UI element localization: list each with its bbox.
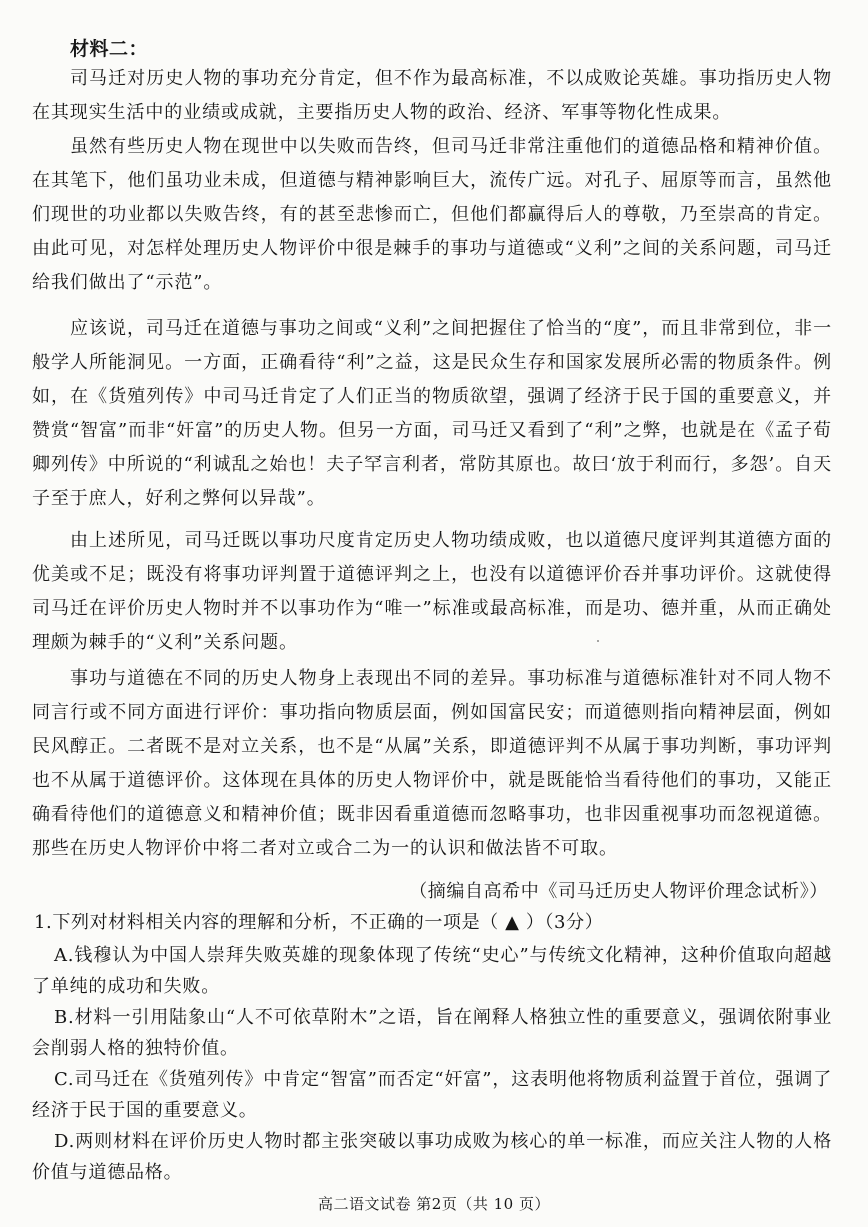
- scan-speck: [597, 640, 599, 642]
- question-stem: 1.下列对材料相关内容的理解和分析，不正确的一项是（ ▲ ）（3分）: [34, 912, 604, 933]
- material-source-citation: （摘编自高希中《司马迁历史人物评价理念试析》）: [409, 881, 828, 902]
- question-option-a: A.钱穆认为中国人崇拜失败英雄的现象体现了传统“史心”与传统文化精神，这种价值取向超越了单纯的成功和失败。: [32, 945, 832, 997]
- material-heading: 材料二：: [70, 38, 149, 60]
- material-paragraph-3: 应该说，司马迁在道德与事功之间或“义利”之间把握住了恰当的“度”，而且非常到位，非一般学人所能洞见。一方面，正确看待“利”之益，这是民众生存和国家发展所必需的物质条件。例如，在《货殖列传》中司马迁肯定了人们正当的物质欲望，强调了经济于民于国的重要意义，并赞赏“智富”而非“奸富”的历史人物。但另一方面，司马迁又看到了“利”之弊，也就是在《孟子荀卿列传》中所说的“利诚乱之始也！夫子罕言利者，常防其原也。故曰‘放于利而行，多怨’。自天子至于庶人，好利之弊何以异哉”。: [32, 318, 832, 509]
- material-paragraph-5: 事功与道德在不同的历史人物身上表现出不同的差异。事功标准与道德标准针对不同人物不同言行或不同方面进行评价：事功指向物质层面，例如国富民安；而道德则指向精神层面，例如民风醇正。二者既不是对立关系，也不是“从属”关系，即道德评判不从属于事功判断，事功评判也不从属于道德评价。这体现在具体的历史人物评价中，就是既能恰当看待他们的事功，又能正确看待他们的道德意义和精神价值；既非因看重道德而忽略事功，也非因重视事功而忽视道德。那些在历史人物评价中将二者对立或合二为一的认识和做法皆不可取。: [32, 668, 832, 859]
- material-paragraph-2: 虽然有些历史人物在现世中以失败而告终，但司马迁非常注重他们的道德品格和精神价值。在其笔下，他们虽功业未成，但道德与精神影响巨大，流传广远。对孔子、屈原等而言，虽然他们现世的功业都以失败告终，有的甚至悲惨而亡，但他们都赢得后人的尊敬，乃至崇高的肯定。由此可见，对怎样处理历史人物评价中很是棘手的事功与道德或“义利”之间的关系问题，司马迁给我们做出了“示范”。: [32, 136, 832, 293]
- page-footer: 高二语文试卷 第2页（共 10 页）: [318, 1195, 550, 1213]
- question-option-c: C.司马迁在《货殖列传》中肯定“智富”而否定“奸富”，这表明他将物质利益置于首位，强调了经济于民于国的重要意义。: [32, 1069, 832, 1121]
- question-option-d: D.两则材料在评价历史人物时都主张突破以事功成败为核心的单一标准，而应关注人物的人格价值与道德品格。: [32, 1131, 832, 1183]
- question-option-b: B.材料一引用陆象山“人不可依草附木”之语，旨在阐释人格独立性的重要意义，强调依附事业会削弱人格的独特价值。: [32, 1007, 832, 1059]
- material-paragraph-4: 由上述所见，司马迁既以事功尺度肯定历史人物功绩成败，也以道德尺度评判其道德方面的优美或不足；既没有将事功评判置于道德评判之上，也没有以道德评价吞并事功评价。这就使得司马迁在评价历史人物时并不以事功作为“唯一”标准或最高标准，而是功、德并重，从而正确处理颇为棘手的“义利”关系问题。: [32, 530, 832, 653]
- material-paragraph-1: 司马迁对历史人物的事功充分肯定，但不作为最高标准，不以成败论英雄。事功指历史人物在其现实生活中的业绩或成就，主要指历史人物的政治、经济、军事等物化性成果。: [32, 68, 832, 123]
